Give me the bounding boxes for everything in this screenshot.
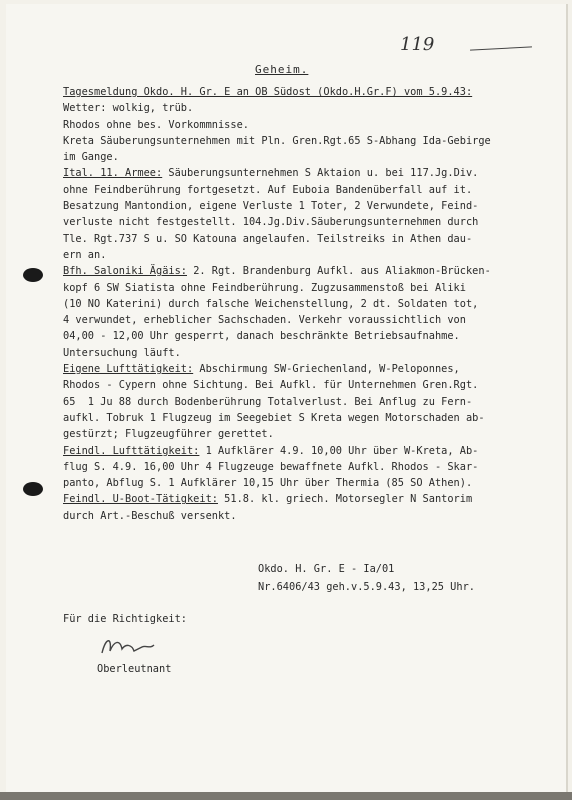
text-line: Untersuchung läuft. xyxy=(63,346,181,359)
text-span: 2. Rgt. Brandenburg Aufkl. aus Aliakmon-Brücken- xyxy=(187,265,491,278)
text-line: 04,00 - 12,00 Uhr gesperrt, danach beschränkte Betriebsaufnahme. xyxy=(63,330,460,343)
handwritten-reference: 119 xyxy=(400,34,435,55)
text-line: gestürzt; Flugzeugführer gerettet. xyxy=(63,428,274,441)
signatory-rank: Oberleutnant xyxy=(97,663,172,675)
text-line: Kreta Säuberungsunternehmen mit Pln. Gren.Rgt.65 S-Abhang Ida-Gebirge xyxy=(63,134,491,147)
text-line: (10 NO Katerini) durch falsche Weichenstellung, 2 dt. Soldaten tot, xyxy=(63,297,479,310)
text-span: 1 Aufklärer 4.9. 10,00 Uhr über W-Kreta, Ab- xyxy=(199,444,479,457)
number-line: Nr.6406/43 geh.v.5.9.43, 13,25 Uhr. xyxy=(258,581,475,593)
text-line xyxy=(63,263,563,279)
correctness-label: Für die Richtigkeit: xyxy=(63,613,187,625)
text-line xyxy=(63,491,563,507)
text-span: Abschirmung SW-Griechenland, W-Peloponnes, xyxy=(193,363,460,376)
text-line: verluste nicht festgestellt. 104.Jg.Div.Säuberungsunternehmen durch xyxy=(63,216,479,229)
text-line: flug S. 4.9. 16,00 Uhr 4 Flugzeuge bewaffnete Aufkl. Rhodos - Skar- xyxy=(63,460,479,473)
text-line: ohne Feindberührung fortgesetzt. Auf Euboia Bandenüberfall auf it. xyxy=(63,183,473,196)
text-line: 4 verwundet, erheblicher Sachschaden. Verkehr voraussichtlich von xyxy=(63,314,466,327)
text-line: kopf 6 SW Siatista ohne Feindberührung. Zugzusammenstoß bei Aliki xyxy=(63,281,466,294)
text-line: Rhodos ohne bes. Vorkommnisse. xyxy=(63,118,249,131)
text-line: Rhodos - Cypern ohne Sichtung. Bei Aufkl. für Unternehmen Gren.Rgt. xyxy=(63,379,479,392)
handwritten-signature xyxy=(98,633,158,664)
text-span: Säuberungsunternehmen S Aktaion u. bei 117.Jg.Div. xyxy=(162,167,479,180)
section-heading: Ital. 11. Armee: xyxy=(63,167,163,180)
text-line: Wetter: wolkig, trüb. xyxy=(63,102,194,115)
text-line: Besatzung Mantondion, eigene Verluste 1 Toter, 2 Verwundete, Feind- xyxy=(63,200,479,213)
section-heading: Eigene Lufttätigkeit: xyxy=(63,363,194,376)
text-line: durch Art.-Beschuß versenkt. xyxy=(63,509,237,522)
text-line xyxy=(63,443,563,459)
text-line: im Gange. xyxy=(63,151,119,164)
page-bottom-edge xyxy=(0,792,572,800)
section-heading: Feindl. Lufttätigkeit: xyxy=(63,444,200,457)
punch-hole-top xyxy=(23,268,43,282)
report-header: Tagesmeldung Okdo. H. Gr. E an OB Südost (Okdo.H.Gr.F) vom 5.9.43: xyxy=(63,86,473,98)
document-title: Geheim. xyxy=(255,63,309,76)
text-line: panto, Abflug S. 1 Aufklärer 10,15 Uhr über Thermia (85 SO Athen). xyxy=(63,477,473,490)
section-heading: Bfh. Saloniki Ägäis: xyxy=(63,265,187,278)
document-footer xyxy=(258,560,475,596)
text-span: 51.8. kl. griech. Motorsegler N Santorim xyxy=(217,493,473,506)
section-heading: Feindl. U-Boot-Tätigkeit: xyxy=(63,493,218,506)
report-body xyxy=(63,84,563,524)
office-line: Okdo. H. Gr. E - Ia/01 xyxy=(258,563,395,575)
text-line: ern an. xyxy=(63,248,107,261)
punch-hole-bottom xyxy=(23,482,43,496)
text-line xyxy=(63,165,563,181)
text-line: aufkl. Tobruk 1 Flugzeug im Seegebiet S Kreta wegen Motorschaden ab- xyxy=(63,411,485,424)
text-line xyxy=(63,361,563,377)
text-line: 65 1 Ju 88 durch Bodenberührung Totalverlust. Bei Anflug zu Fern- xyxy=(63,395,473,408)
text-line: Tle. Rgt.737 S u. SO Katouna angelaufen. Teilstreiks in Athen dau- xyxy=(63,232,473,245)
